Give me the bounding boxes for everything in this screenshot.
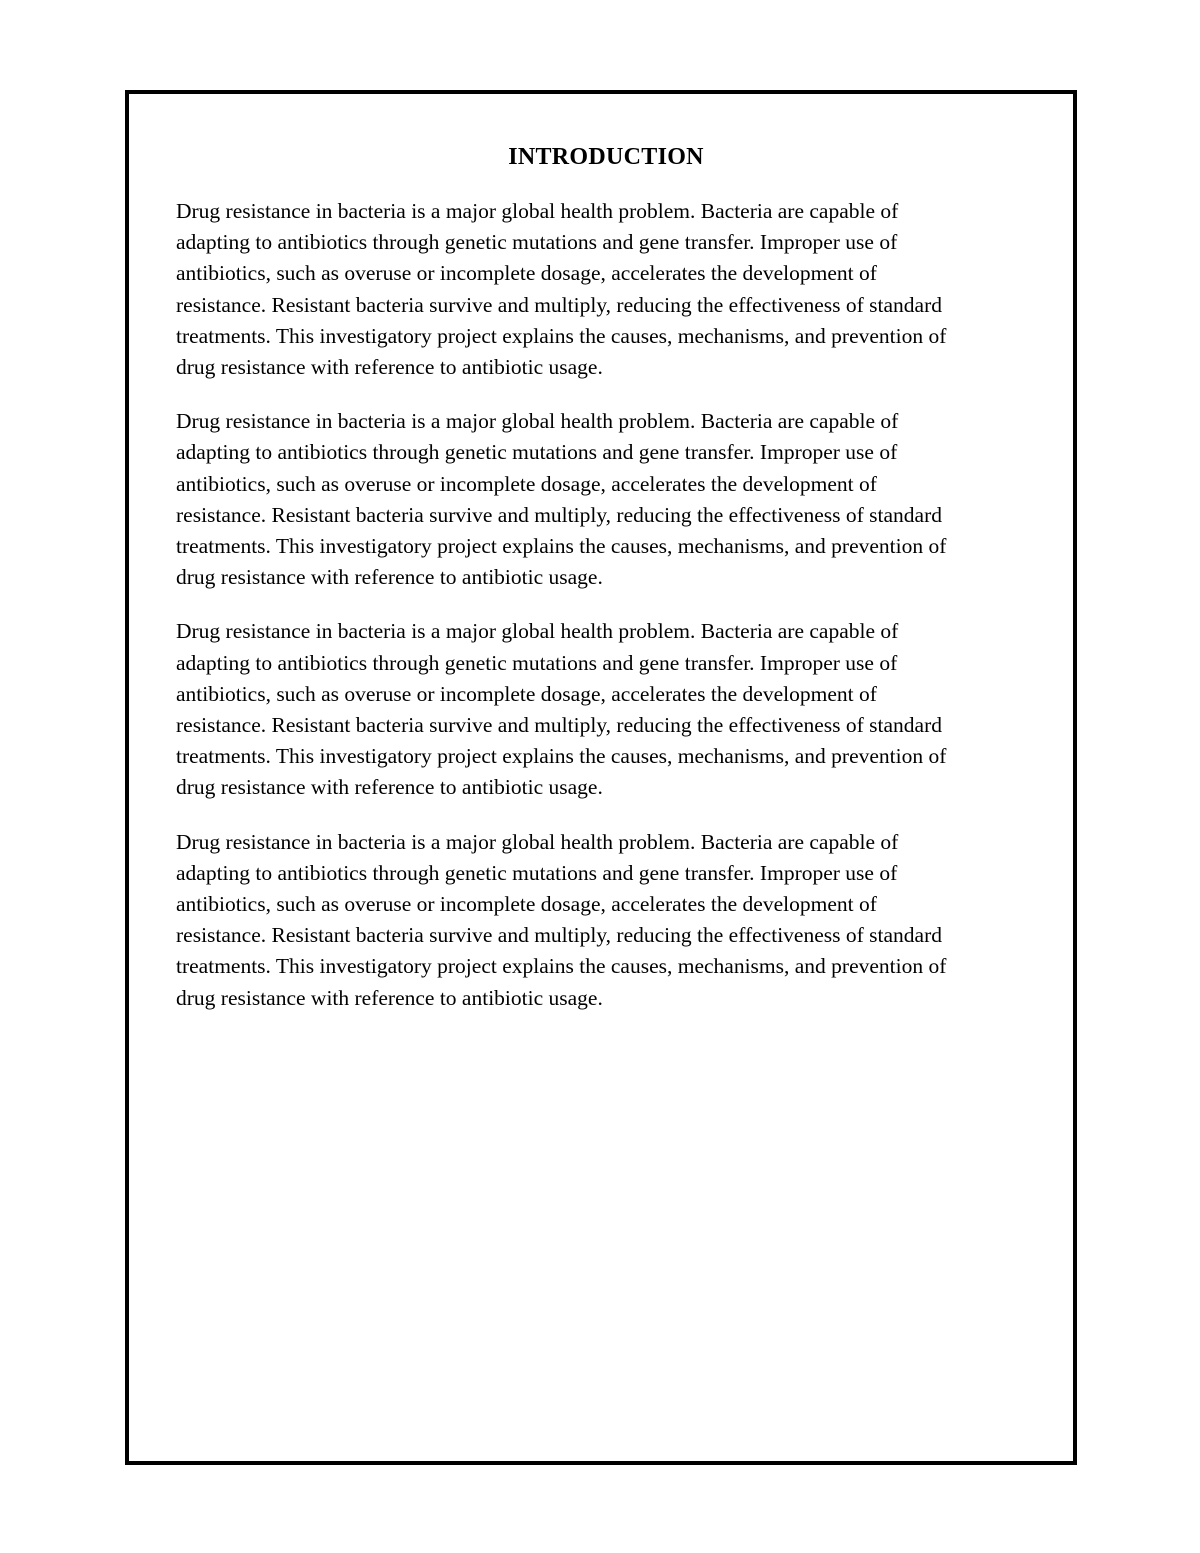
paragraph-line: treatments. This investigatory project explains the causes, mechanisms, and prevention of <box>176 534 947 559</box>
paragraph-line: antibiotics, such as overuse or incomplete dosage, accelerates the development of <box>176 471 877 496</box>
paragraph-line: antibiotics, such as overuse or incomplete dosage, accelerates the development of <box>176 681 877 706</box>
paragraph-line: treatments. This investigatory project explains the causes, mechanisms, and prevention of <box>176 954 947 979</box>
paragraph-line: Drug resistance in bacteria is a major global health problem. Bacteria are capable of <box>176 619 899 644</box>
paragraph-4 <box>176 827 1036 1014</box>
paragraph-line: Drug resistance in bacteria is a major global health problem. Bacteria are capable of <box>176 409 899 434</box>
paragraph-line: adapting to antibiotics through genetic mutations and gene transfer. Improper use of <box>176 650 898 675</box>
paragraph-line: adapting to antibiotics through genetic mutations and gene transfer. Improper use of <box>176 230 898 255</box>
paragraph-line: drug resistance with reference to antibiotic usage. <box>176 985 603 1010</box>
paragraph-line: Drug resistance in bacteria is a major global health problem. Bacteria are capable of <box>176 829 899 854</box>
paragraph-line: resistance. Resistant bacteria survive and multiply, reducing the effectiveness of standard <box>176 923 942 948</box>
paragraph-line: Drug resistance in bacteria is a major global health problem. Bacteria are capable of <box>176 199 899 223</box>
paragraph-line: drug resistance with reference to antibiotic usage. <box>176 355 603 380</box>
paragraph-2 <box>176 406 1036 593</box>
paragraph-line: antibiotics, such as overuse or incomplete dosage, accelerates the development of <box>176 261 877 286</box>
paragraph-3 <box>176 616 1036 803</box>
paragraph-line: resistance. Resistant bacteria survive and multiply, reducing the effectiveness of standard <box>176 502 942 527</box>
paragraph-line: resistance. Resistant bacteria survive and multiply, reducing the effectiveness of standard <box>176 292 942 317</box>
document-body <box>176 140 1036 1037</box>
paragraph-line: adapting to antibiotics through genetic mutations and gene transfer. Improper use of <box>176 440 898 465</box>
paragraph-line: treatments. This investigatory project explains the causes, mechanisms, and prevention of <box>176 323 947 348</box>
paragraph-line: treatments. This investigatory project explains the causes, mechanisms, and prevention of <box>176 744 947 769</box>
paragraph-line: adapting to antibiotics through genetic mutations and gene transfer. Improper use of <box>176 860 898 885</box>
paragraph-1 <box>176 196 1036 383</box>
paragraph-line: drug resistance with reference to antibiotic usage. <box>176 775 603 800</box>
page-title: INTRODUCTION <box>508 144 704 170</box>
paragraph-line: antibiotics, such as overuse or incomplete dosage, accelerates the development of <box>176 892 877 917</box>
paragraph-line: resistance. Resistant bacteria survive and multiply, reducing the effectiveness of standard <box>176 713 942 738</box>
paragraph-line: drug resistance with reference to antibiotic usage. <box>176 565 603 590</box>
